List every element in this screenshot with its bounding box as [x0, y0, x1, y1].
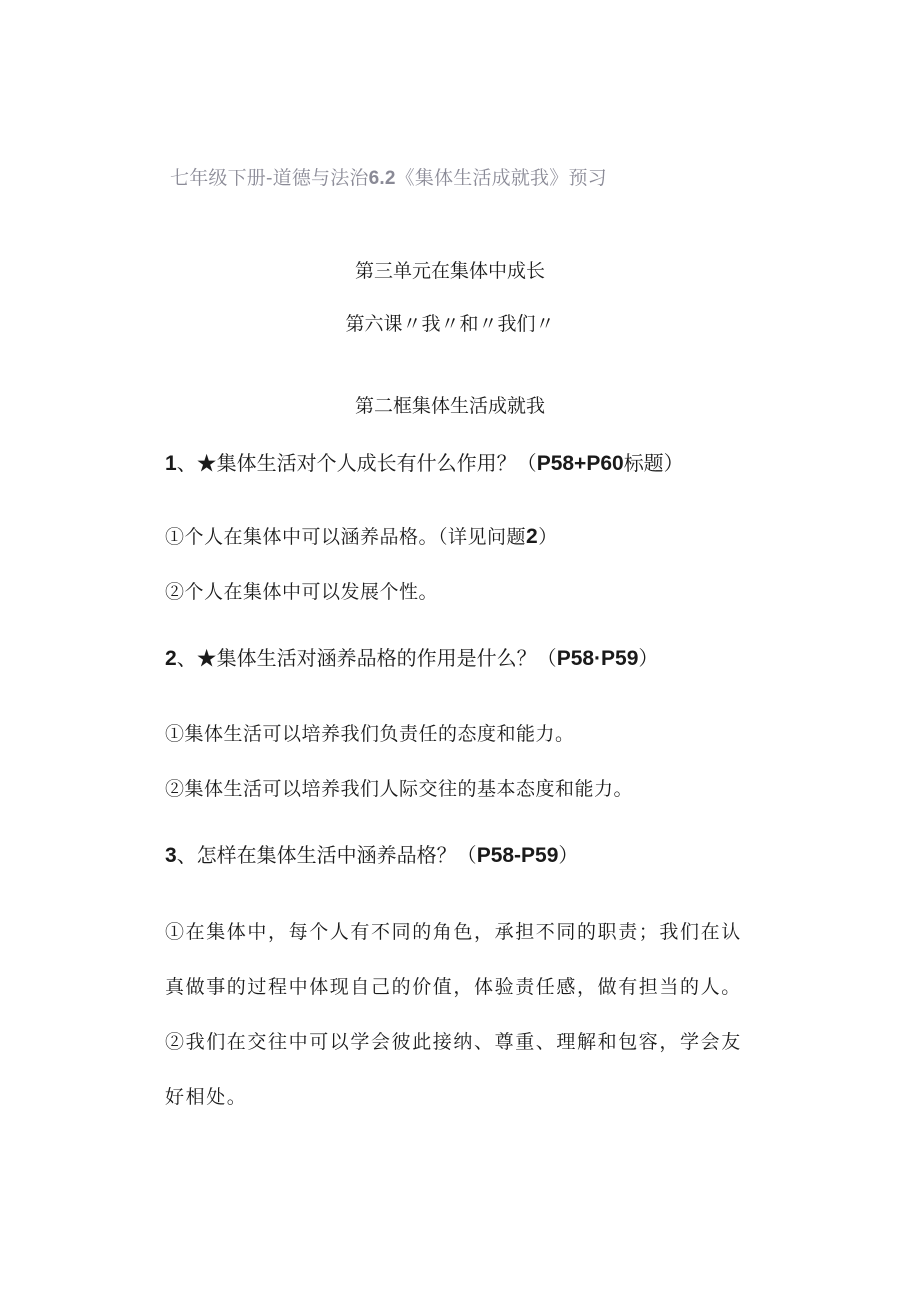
unit-heading: 第三单元在集体中成长 — [354, 260, 545, 282]
answer-3-2: ②我们在交往中可以学会彼此接纳、尊重、理解和包容，学会友好相处。 — [165, 1031, 742, 1108]
question-3 — [165, 843, 578, 868]
lesson-heading: 第六课〃我〃和〃我们〃 — [345, 313, 555, 335]
page-reference: P58-P59 — [476, 844, 559, 867]
question-number: 1 — [165, 452, 177, 475]
reference-tail: ） — [638, 646, 659, 670]
answer-bold-ref: 2 — [526, 525, 539, 548]
answer-text: ①个人在集体中可以涵养品格。（详见问题 — [165, 526, 527, 548]
answer-tail: ） — [538, 526, 558, 548]
document-title — [170, 166, 607, 191]
answer-3-1: ①在集体中，每个人有不同的角色，承担不同的职责；我们在认真做事的过程中体现自己的价值，体验责任感，做有担当的人。 — [165, 921, 742, 998]
title-prefix: 七年级下册-道德与法治 — [170, 167, 369, 189]
page-reference: P58·P59 — [556, 647, 639, 670]
page-reference: P58+P60 — [536, 452, 624, 475]
answer-1-1 — [165, 525, 558, 549]
question-1 — [165, 451, 684, 476]
question-text: 、怎样在集体生活中涵养品格？（ — [176, 843, 477, 867]
section-heading: 第二框集体生活成就我 — [354, 395, 545, 417]
question-number: 2 — [165, 647, 177, 670]
question-2 — [165, 646, 658, 671]
title-number: 6.2 — [368, 168, 396, 189]
question-text: 、★集体生活对个人成长有什么作用？（ — [176, 451, 537, 475]
reference-tail: 标题） — [623, 451, 684, 475]
answer-2-2: ②集体生活可以培养我们人际交往的基本态度和能力。 — [165, 778, 634, 800]
title-suffix: 《集体生活成就我》预习 — [395, 167, 607, 189]
question-text: 、★集体生活对涵养品格的作用是什么？（ — [176, 646, 557, 670]
answer-2-1: ①集体生活可以培养我们负责任的态度和能力。 — [165, 723, 575, 745]
question-number: 3 — [165, 844, 177, 867]
reference-tail: ） — [558, 843, 579, 867]
answer-1-2: ②个人在集体中可以发展个性。 — [165, 581, 439, 603]
